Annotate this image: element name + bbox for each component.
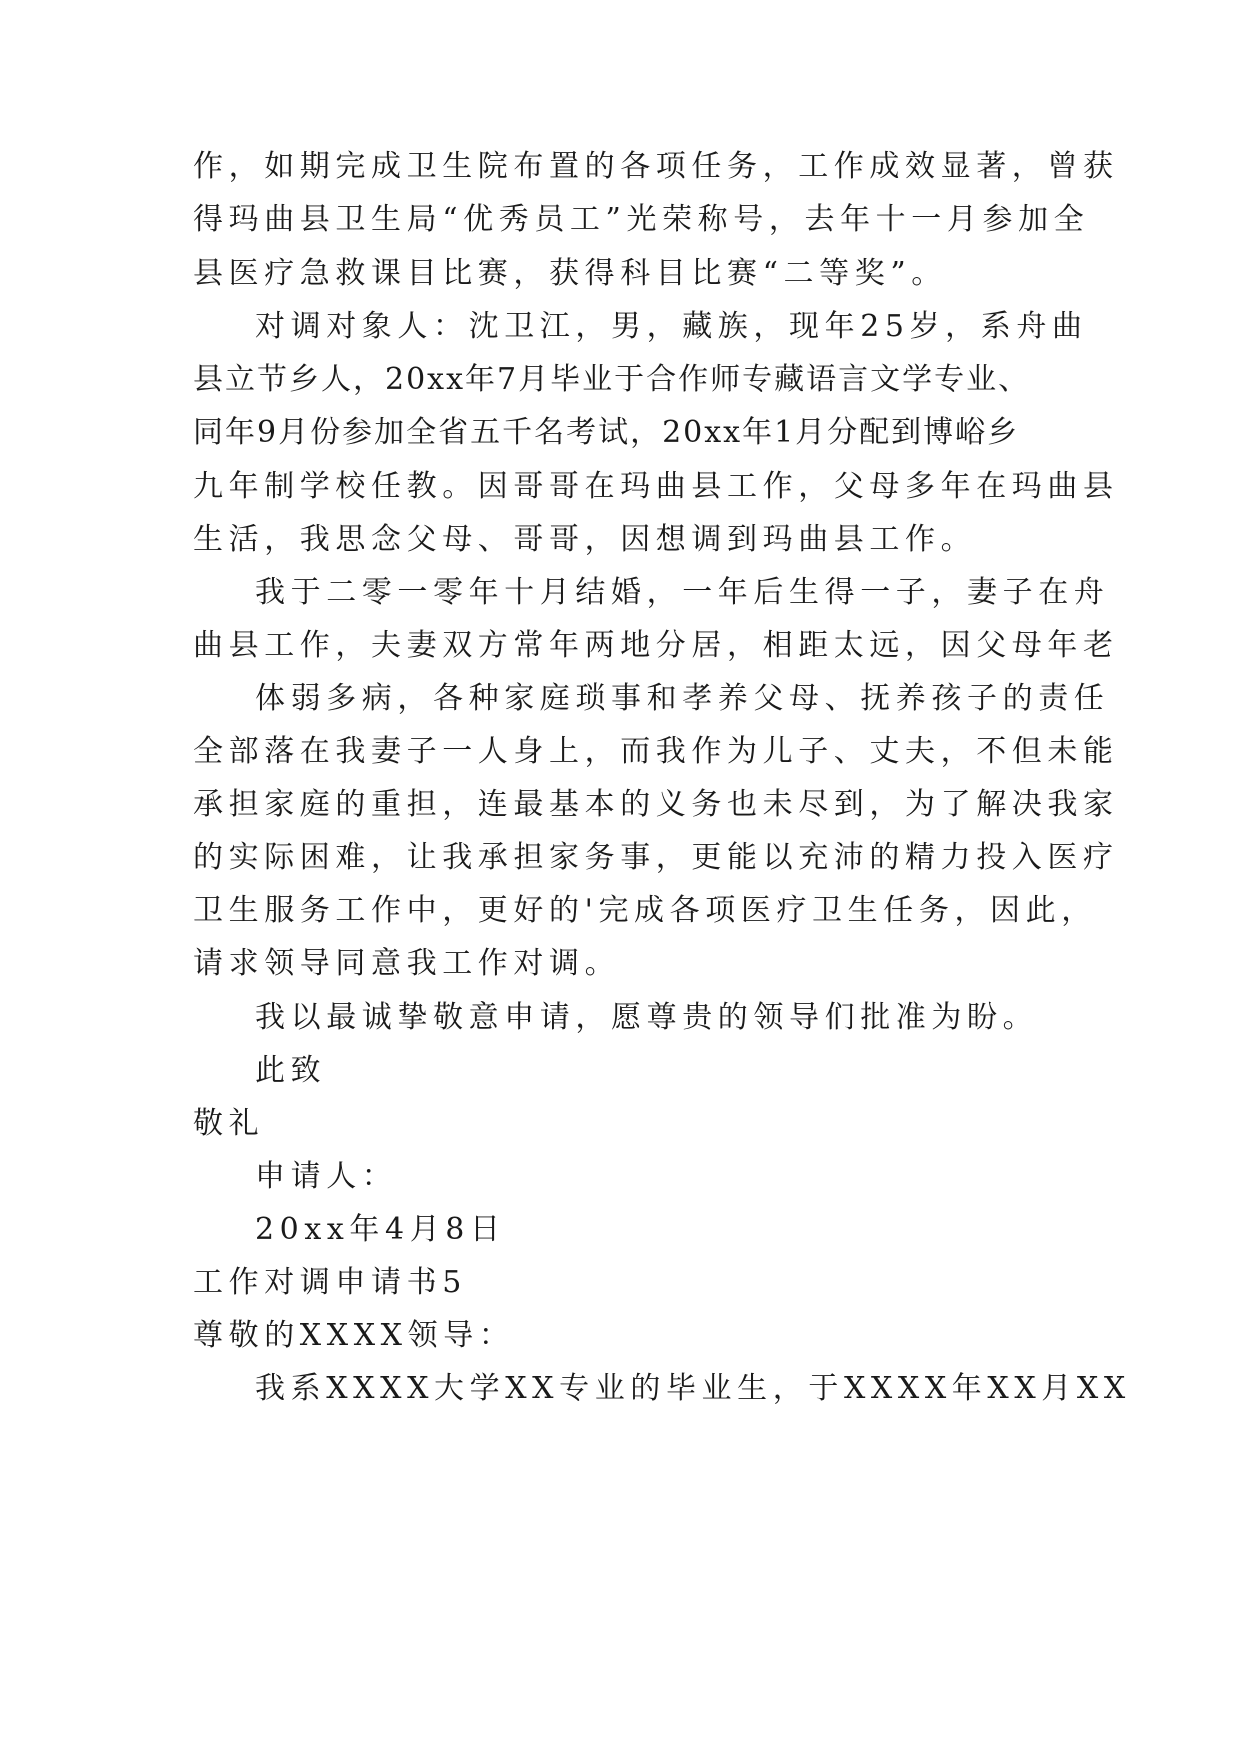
paragraph-line: 的实际困难，让我承担家务事，更能以充沛的精力投入医疗 <box>193 840 1119 875</box>
date-line: 20xx年4月8日 <box>255 1212 506 1247</box>
paragraph-line: 曲县工作，夫妻双方常年两地分居，相距太远，因父母年老 <box>193 628 1119 663</box>
paragraph-line: 体弱多病，各种家庭琐事和孝养父母、抚养孩子的责任 <box>255 681 1110 716</box>
greeting-line: 尊敬的XXXX领导： <box>193 1318 515 1353</box>
paragraph-line: 县立节乡人，20xx年7月毕业于合作师专藏语言文学专业、 <box>193 362 1031 397</box>
section-title: 工作对调申请书5 <box>193 1265 467 1300</box>
paragraph-line: 得玛曲县卫生局“优秀员工”光荣称号，去年十一月参加全 <box>193 202 1090 237</box>
paragraph-line: 九年制学校任教。因哥哥在玛曲县工作，父母多年在玛曲县 <box>193 469 1119 504</box>
paragraph-line: 生活，我思念父母、哥哥，因想调到玛曲县工作。 <box>193 522 977 557</box>
paragraph-line: 我以最诚挚敬意申请，愿尊贵的领导们批准为盼。 <box>255 1000 1039 1035</box>
paragraph-line: 作，如期完成卫生院布置的各项任务，工作成效显著，曾获 <box>193 149 1119 184</box>
paragraph-line: 县医疗急救课目比赛，获得科目比赛“二等奖”。 <box>193 256 947 291</box>
closing-salutation: 此致 <box>255 1053 327 1088</box>
paragraph-line: 承担家庭的重担，连最基本的义务也未尽到，为了解决我家 <box>193 787 1119 822</box>
paragraph-line: 我于二零一零年十月结婚，一年后生得一子，妻子在舟 <box>255 575 1110 610</box>
closing-salutation: 敬礼 <box>193 1106 265 1141</box>
paragraph-line: 请求领导同意我工作对调。 <box>193 946 621 981</box>
paragraph-line: 同年9月份参加全省五千名考试，20xx年1月分配到博峪乡 <box>193 415 1020 450</box>
paragraph-line: 全部落在我妻子一人身上，而我作为儿子、丈夫，不但未能 <box>193 734 1119 769</box>
paragraph-line: 卫生服务工作中，更好的'完成各项医疗卫生任务，因此， <box>193 893 1097 928</box>
paragraph-line: 对调对象人：沈卫江，男，藏族，现年25岁，系舟曲 <box>255 309 1088 344</box>
paragraph-line: 我系XXXX大学XX专业的毕业生，于XXXX年XX月XX <box>255 1371 1131 1406</box>
signature-label: 申请人： <box>255 1159 398 1194</box>
